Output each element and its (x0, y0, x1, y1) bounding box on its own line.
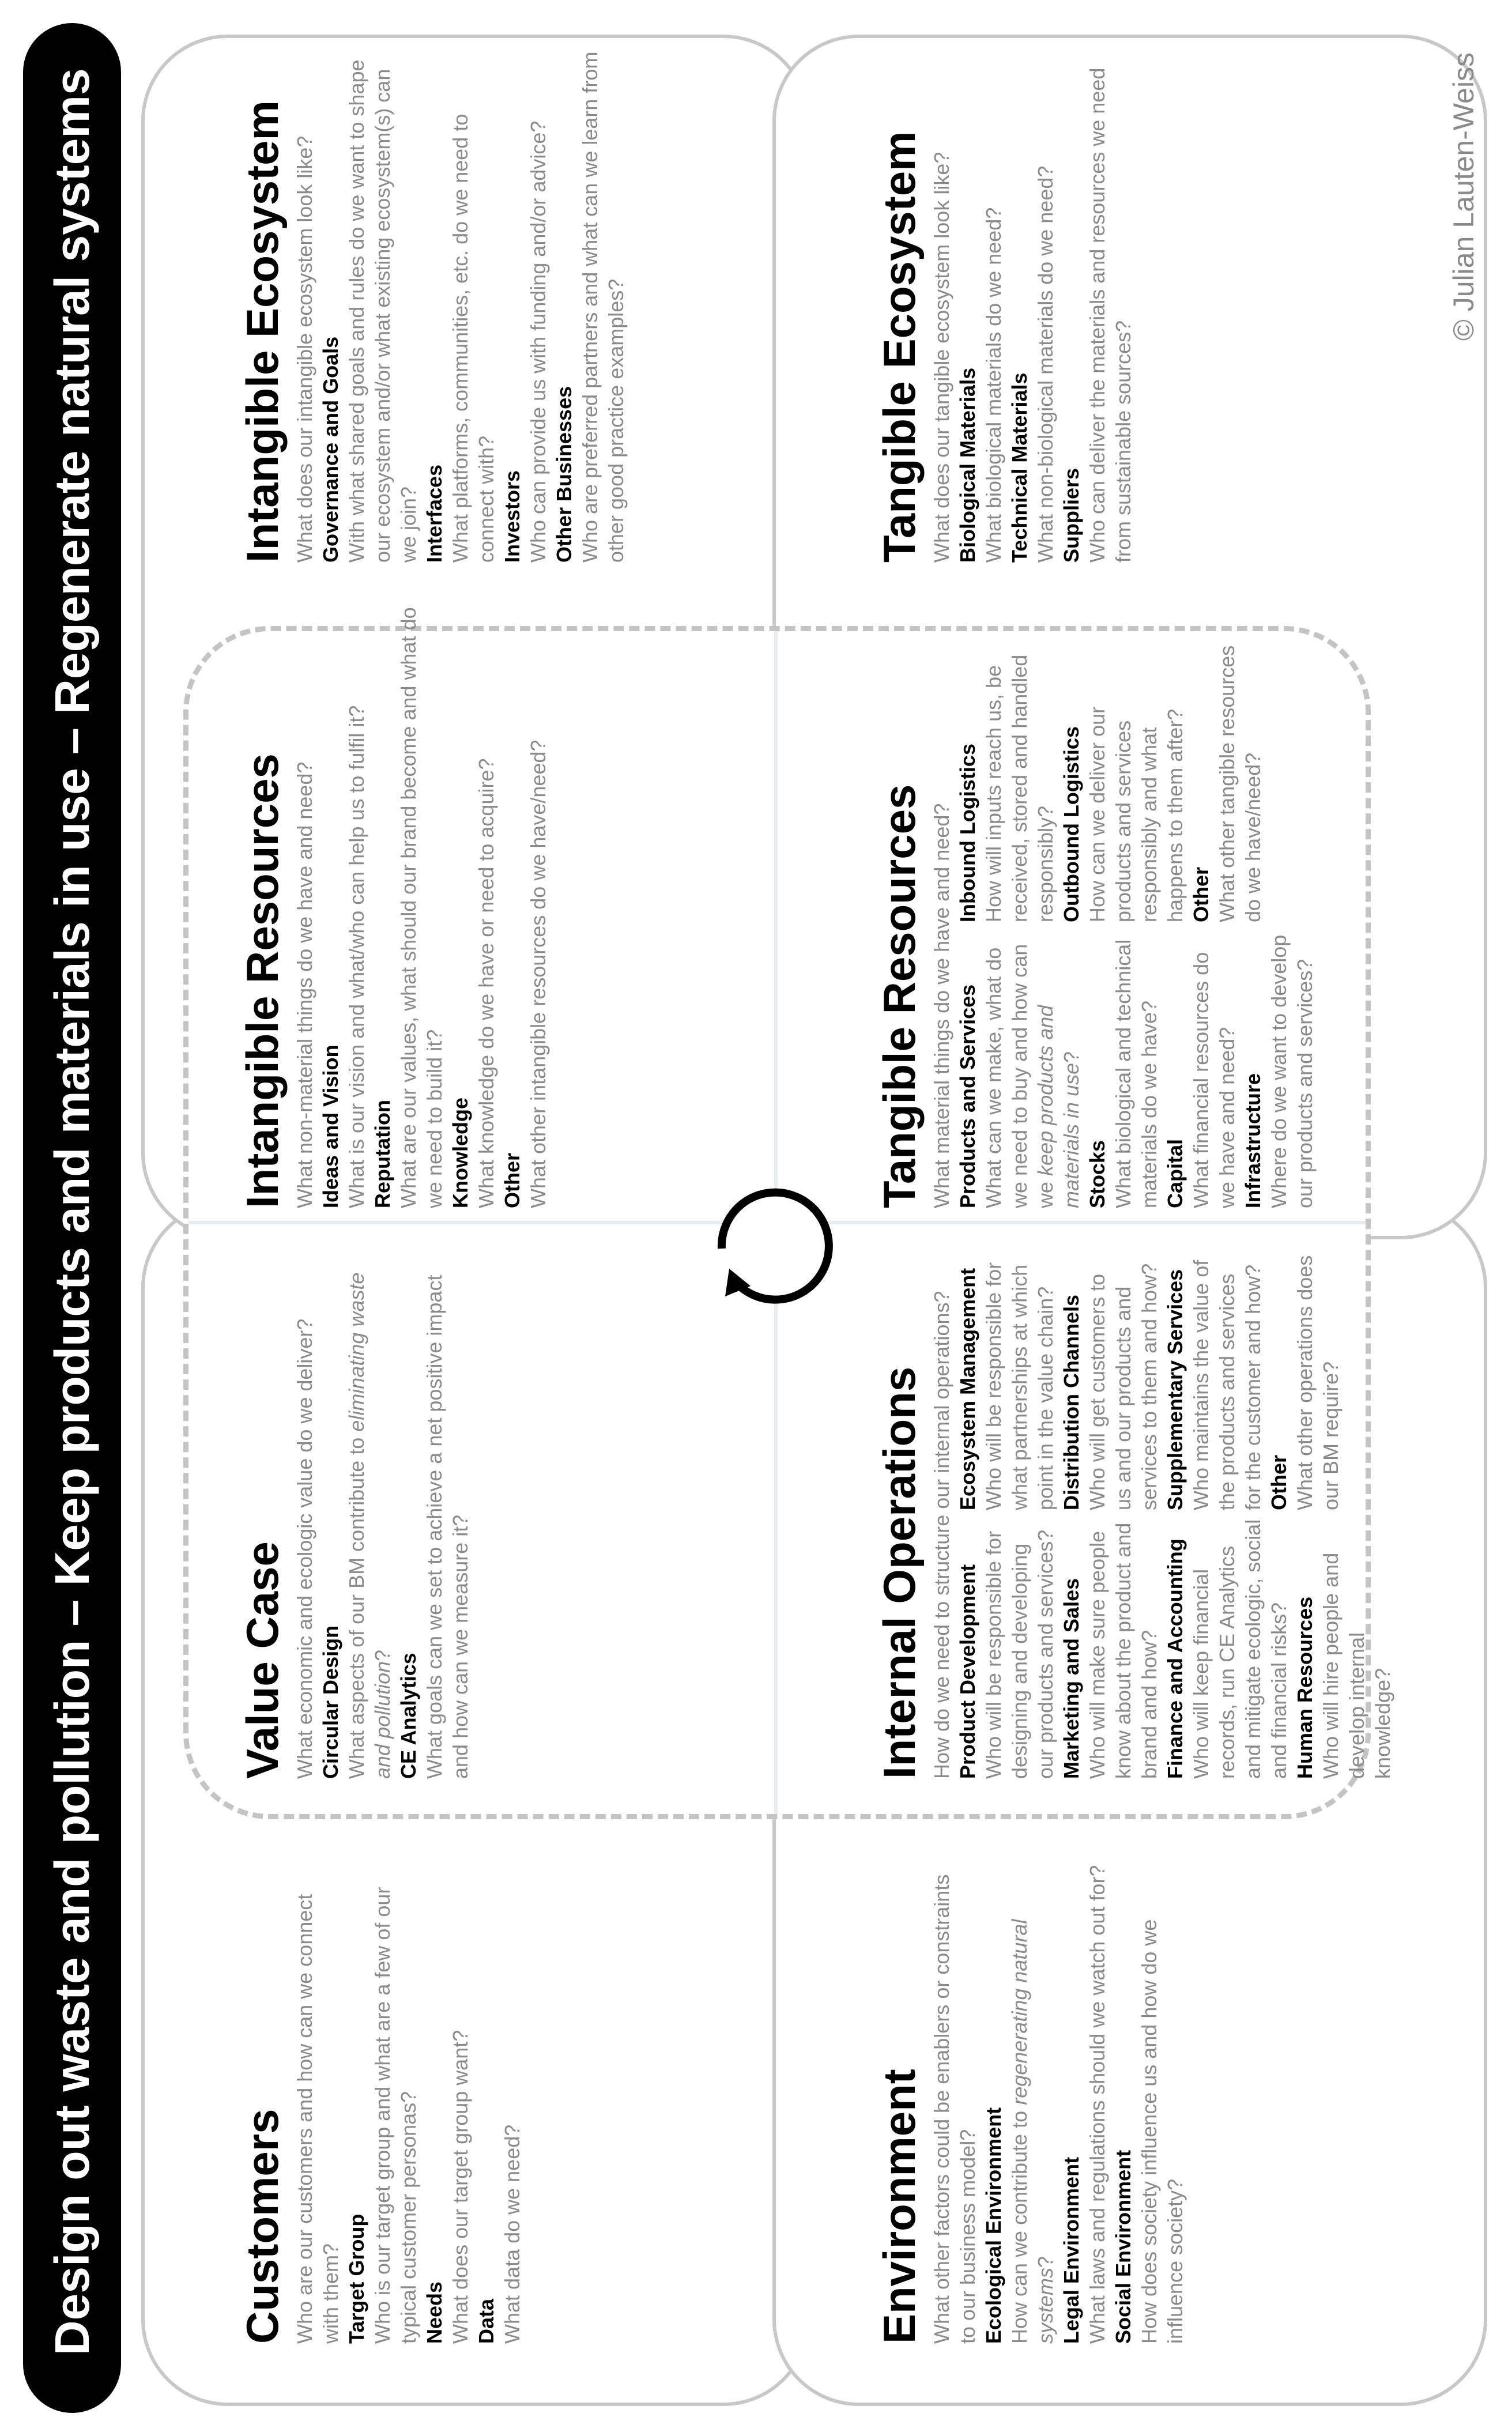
social-environment-label: Social Environment (1111, 2150, 1135, 2344)
knowledge-label: Knowledge (448, 1097, 472, 1208)
needs-text: What does our target group want? (448, 2030, 472, 2344)
technical-materials-label: Technical Materials (1008, 372, 1031, 563)
internal-operations-title: Internal Operations (874, 1366, 925, 1779)
internal-operations-question: How do we need to structure our internal operations? (930, 1291, 953, 1779)
investors-text: Who can provide us with funding and/or advice? (526, 120, 550, 563)
stocks-text: What biological and technical materials do we have? (1111, 939, 1161, 1208)
marketing-sales-text: Who will make sure people know about the product and brand and how? (1085, 1522, 1161, 1779)
suppliers-label: Suppliers (1059, 467, 1083, 563)
products-services-label: Products and Services (956, 984, 979, 1208)
ecological-environment-label: Ecological Environment (982, 2107, 1005, 2344)
ecosystem-management-label: Ecosystem Management (956, 1268, 979, 1510)
reputation-label: Reputation (371, 1100, 394, 1208)
biological-materials-text: What biological materials do we need? (982, 207, 1005, 563)
supplementary-services-label: Supplementary Services (1163, 1269, 1187, 1510)
social-environment-text: How does society influence us and how do we influence society? (1137, 1919, 1187, 2344)
stocks-label: Stocks (1085, 1140, 1109, 1208)
ideas-vision-label: Ideas and Vision (319, 1044, 342, 1208)
biological-materials-label: Biological Materials (956, 367, 979, 563)
tangible-ecosystem-question: What does our tangible ecosystem look like? (930, 152, 953, 563)
section-intangible-resources (236, 603, 551, 1208)
finance-accounting-label: Finance and Accounting (1163, 1538, 1187, 1779)
governance-label: Governance and Goals (319, 336, 342, 563)
outbound-logistics-text: How can we deliver our products and services responsibly and what happens to them after? (1085, 706, 1187, 922)
inbound-logistics-text: How will inputs reach us, be received, stored and handled responsibly? (982, 654, 1057, 922)
governance-text: With what shared goals and rules do we want to shape our ecosystem and/or what existing ecosystem(s) can we join? (345, 59, 420, 563)
other-businesses-text: Who are preferred partners and what can we learn from other good practice examples? (578, 51, 628, 563)
suppliers-text: Who can deliver the materials and resources we need from sustainable sources? (1085, 67, 1135, 563)
ce-analytics-label: CE Analytics (397, 1653, 420, 1779)
infrastructure-label: Infrastructure (1241, 1073, 1265, 1208)
customers-question: Who are our customers and how can we connect with them? (293, 1894, 342, 2344)
knowledge-text: What knowledge do we have or need to acquire? (474, 758, 498, 1208)
target-group-label: Target Group (345, 2213, 368, 2344)
circular-design-label: Circular Design (319, 1625, 342, 1779)
section-internal-operations (873, 1249, 1396, 1779)
supplementary-services-text: Who maintains the value of the products and services for the customer and how? (1189, 1260, 1265, 1510)
tangible-ecosystem-title: Tangible Ecosystem (874, 131, 925, 563)
tangible-resources-columns (955, 643, 1318, 1208)
tangible-resources-question: What material things do we have and need? (930, 803, 953, 1208)
needs-label: Needs (423, 2281, 446, 2344)
legal-environment-label: Legal Environment (1059, 2156, 1083, 2344)
environment-title: Environment (874, 2069, 925, 2344)
ecosystem-management-text: Who will be responsible for what partnerships at which point in the value chain? (982, 1262, 1057, 1510)
section-environment (873, 1860, 1188, 2344)
header-banner (23, 23, 121, 2413)
tangible-resources-column-left (955, 929, 1318, 1208)
capital-label: Capital (1163, 1138, 1187, 1208)
section-customers (236, 1860, 525, 2344)
inbound-logistics-label: Inbound Logistics (956, 744, 979, 922)
intangible-resources-question: What non-material things do we have and need? (293, 761, 316, 1208)
circular-design-text: What aspects of our BM contribute to eliminating waste and pollution? (345, 1272, 394, 1779)
ecological-environment-text: How can we contribute to regenerating natural systems? (1008, 1919, 1057, 2344)
distribution-channels-label: Distribution Channels (1059, 1294, 1083, 1510)
product-development-text: Who will be responsible for designing and developing our products and services? (982, 1529, 1057, 1779)
reputation-text: What are our values, what should our brand become and what do we need to build it? (397, 607, 446, 1208)
finance-accounting-text: Who will keep financial records, run CE Analytics and mitigate ecologic, social and financial risks? (1189, 1519, 1291, 1779)
human-resources-text: Who will hire people and develop internal knowledge? (1319, 1552, 1394, 1779)
ideas-vision-text: What is our vision and what/who can help us to fulfil it? (345, 705, 368, 1208)
legal-environment-text: What laws and regulations should we watch out for? (1085, 1865, 1109, 2344)
investors-label: Investors (500, 470, 524, 563)
tangible-resources-title: Tangible Resources (874, 784, 925, 1208)
section-tangible-ecosystem (873, 50, 1136, 563)
ce-analytics-text: What goals can we set to achieve a net positive impact and how can we measure it? (423, 1274, 472, 1779)
value-case-question: What economic and ecologic value do we deliver? (293, 1318, 316, 1779)
target-group-text: Who is our target group and what are a few of our typical customer personas? (371, 1887, 420, 2344)
intangible-other-label: Other (500, 1152, 524, 1208)
environment-question: What other factors could be enablers or constraints to our business model? (930, 1874, 979, 2344)
other-businesses-label: Other Businesses (552, 386, 576, 563)
capital-text: What financial resources do we have and need? (1189, 952, 1239, 1208)
tangible-resources-column-right (955, 643, 1318, 922)
internal-operations-columns (955, 1249, 1396, 1779)
marketing-sales-label: Marketing and Sales (1059, 1578, 1083, 1779)
intangible-ecosystem-question: What does our intangible ecosystem look like? (293, 135, 316, 563)
internal-operations-column-left (955, 1517, 1396, 1779)
copyright-text: © Julian Lauten-Weiss (1447, 52, 1480, 341)
interfaces-label: Interfaces (423, 464, 446, 563)
technical-materials-text: What non-biological materials do we need? (1034, 165, 1057, 563)
distribution-channels-text: Who will get customers to us and our products and services to them and how? (1085, 1263, 1161, 1510)
intangible-resources-title: Intangible Resources (237, 753, 288, 1208)
banner-title: Design out waste and pollution – Keep products and materials in use – Regenerate natural systems (45, 68, 99, 2355)
products-services-text: What can we make, what do we need to buy and how can we keep products and materials in use? (982, 944, 1083, 1208)
value-case-title: Value Case (237, 1541, 288, 1779)
internal-operations-column-right (955, 1249, 1396, 1510)
data-label: Data (474, 2298, 498, 2344)
data-text: What data do we need? (500, 2124, 524, 2344)
intangible-ecosystem-title: Intangible Ecosystem (237, 100, 288, 563)
intangible-other-text: What other intangible resources do we have/need? (526, 740, 550, 1208)
human-resources-label: Human Resources (1293, 1596, 1317, 1779)
product-development-label: Product Development (956, 1564, 979, 1779)
interfaces-text: What platforms, communities, etc. do we need to connect with? (448, 114, 498, 563)
circular-arrow-icon (709, 1182, 842, 1315)
customers-title: Customers (237, 2109, 288, 2344)
outbound-logistics-label: Outbound Logistics (1059, 726, 1083, 922)
operations-other-label: Other (1267, 1454, 1291, 1510)
tangible-other-text: What other tangible resources do we have/need? (1215, 645, 1265, 922)
section-tangible-resources (873, 643, 1318, 1208)
section-intangible-ecosystem (236, 50, 629, 563)
section-value-case (236, 1249, 473, 1779)
tangible-other-label: Other (1189, 866, 1213, 922)
infrastructure-text: Where do we want to develop our products and services? (1267, 934, 1317, 1208)
operations-other-text: What other operations does our BM require? (1293, 1255, 1343, 1510)
